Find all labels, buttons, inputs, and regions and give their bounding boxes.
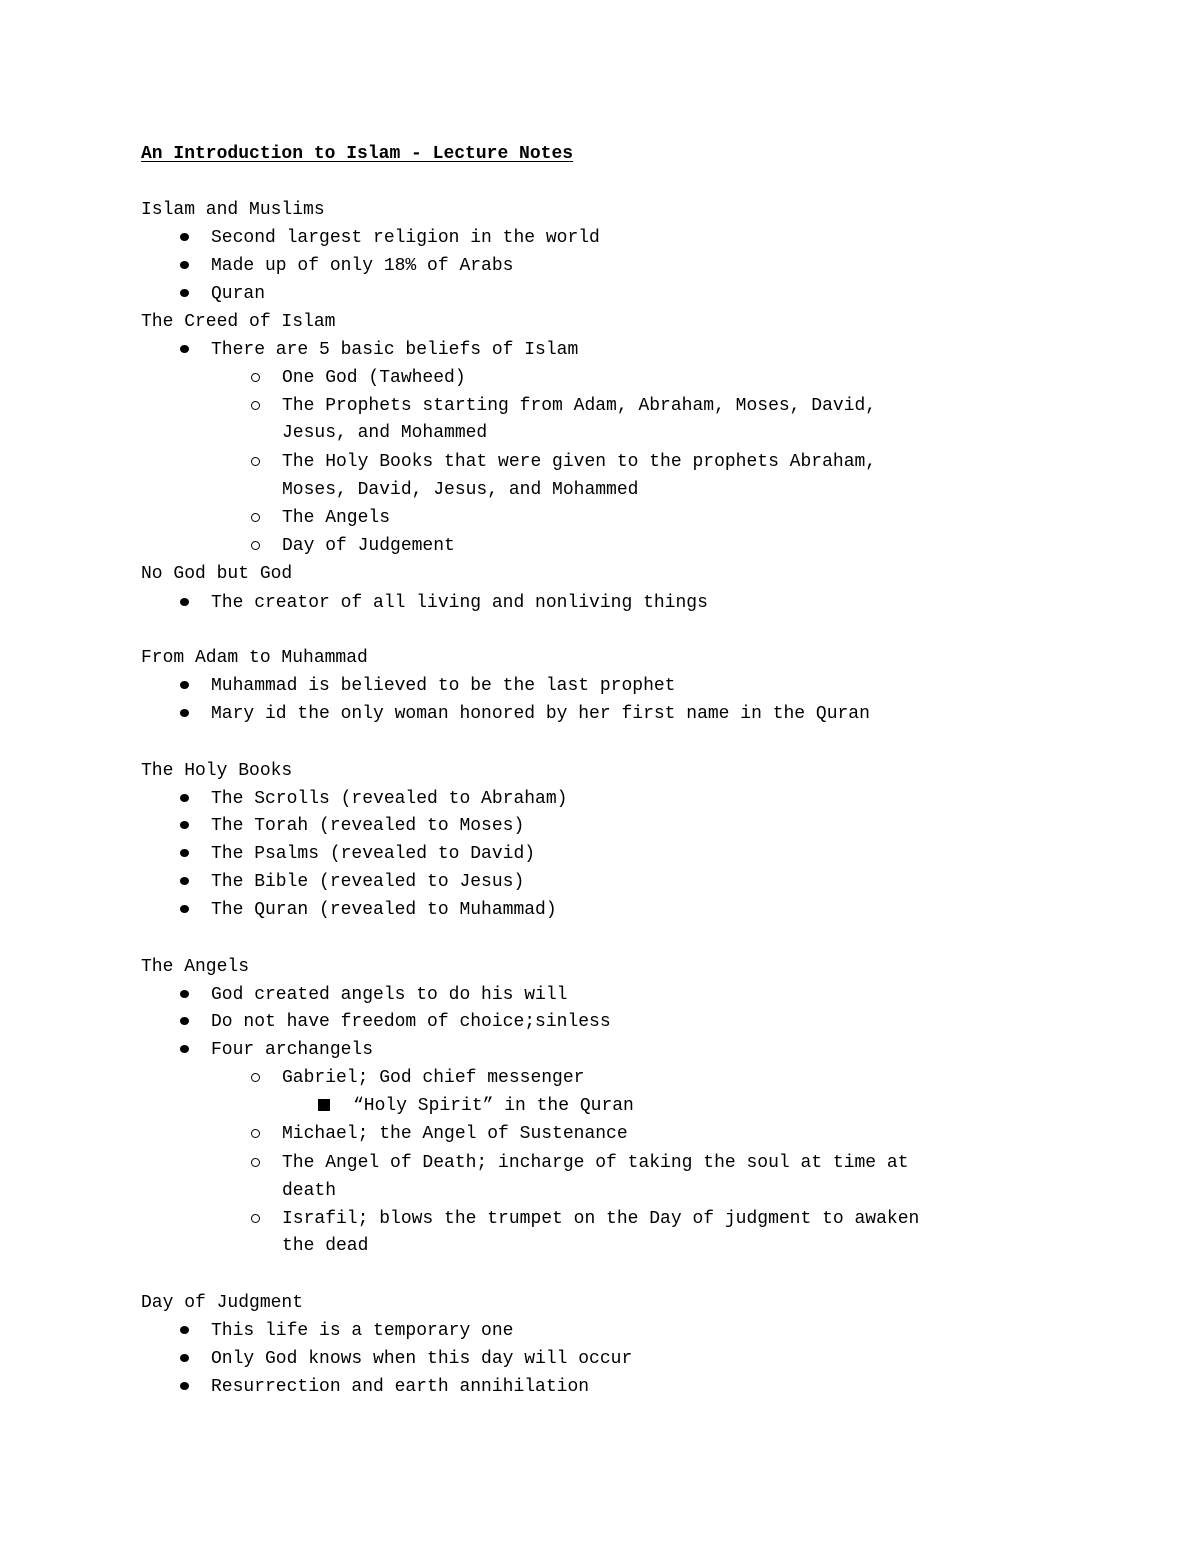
sub-bullet-text: Day of Judgement (282, 536, 455, 556)
bullet-text: Do not have freedom of choice;sinless (211, 1012, 611, 1032)
sub-bullet-text: Israfil; blows the trumpet on the Day of judgment to awaken (282, 1209, 920, 1229)
bullet-text: The Scrolls (revealed to Abraham) (211, 789, 568, 809)
sub-bullet-continuation: the dead (282, 1236, 369, 1256)
sub-bullet-item (282, 392, 876, 420)
bullet-item (211, 336, 578, 364)
sub-bullet-text: The Holy Books that were given to the prophets Abraham, (282, 452, 877, 472)
section-heading: The Holy Books (141, 761, 293, 781)
hollow-bullet-icon (248, 1064, 262, 1092)
filled-bullet-icon (177, 672, 191, 700)
sub-bullet-text: Gabriel; God chief messenger (282, 1068, 585, 1088)
hollow-bullet-icon (248, 1205, 262, 1233)
sub-bullet-text: The Angel of Death; incharge of taking the soul at time at (282, 1153, 909, 1173)
section-heading: No God but God (141, 564, 293, 584)
section-heading: The Creed of Islam (141, 312, 336, 332)
bullet-item (211, 896, 557, 924)
bullet-text: Muhammad is believed to be the last prophet (211, 676, 676, 696)
section-heading: Day of Judgment (141, 1293, 304, 1313)
bullet-item (211, 812, 524, 840)
sub-sub-bullet-text: “Holy Spirit” in the Quran (353, 1096, 634, 1116)
bullet-item (211, 1373, 589, 1401)
hollow-bullet-icon (248, 532, 262, 560)
bullet-text: The creator of all living and nonliving things (211, 593, 708, 613)
bullet-item (211, 1036, 373, 1064)
bullet-item (211, 785, 567, 813)
filled-bullet-icon (177, 700, 191, 728)
bullet-text: Mary id the only woman honored by her first name in the Quran (211, 704, 870, 724)
bullet-text: The Quran (revealed to Muhammad) (211, 900, 557, 920)
sub-bullet-text: The Prophets starting from Adam, Abraham, Moses, David, (282, 396, 877, 416)
sub-bullet-text: Michael; the Angel of Sustenance (282, 1124, 628, 1144)
filled-bullet-icon (177, 1317, 191, 1345)
sub-bullet-item (282, 504, 390, 532)
bullet-text: Only God knows when this day will occur (211, 1349, 633, 1369)
filled-bullet-icon (177, 336, 191, 364)
sub-bullet-item (282, 1064, 584, 1092)
sub-bullet-item (282, 448, 876, 476)
hollow-bullet-icon (248, 504, 262, 532)
bullet-item (211, 672, 675, 700)
bullet-item (211, 1345, 632, 1373)
bullet-text: There are 5 basic beliefs of Islam (211, 340, 579, 360)
filled-bullet-icon (177, 896, 191, 924)
bullet-item (211, 1317, 513, 1345)
hollow-bullet-icon (248, 1120, 262, 1148)
bullet-text: The Psalms (revealed to David) (211, 844, 536, 864)
section-heading: From Adam to Muhammad (141, 648, 368, 668)
hollow-bullet-icon (248, 364, 262, 392)
section-heading: Islam and Muslims (141, 200, 325, 220)
document-title: An Introduction to Islam - Lecture Notes (141, 144, 574, 164)
filled-bullet-icon (177, 1036, 191, 1064)
bullet-text: Quran (211, 284, 266, 304)
filled-bullet-icon (177, 1008, 191, 1036)
hollow-bullet-icon (248, 392, 262, 420)
bullet-text: Made up of only 18% of Arabs (211, 256, 514, 276)
bullet-item (211, 280, 265, 308)
sub-bullet-text: One God (Tawheed) (282, 368, 466, 388)
sub-bullet-item (282, 1149, 909, 1177)
filled-bullet-icon (177, 1345, 191, 1373)
bullet-item (211, 252, 513, 280)
bullet-item (211, 589, 708, 617)
bullet-text: The Bible (revealed to Jesus) (211, 872, 525, 892)
filled-bullet-icon (177, 589, 191, 617)
sub-bullet-continuation: Moses, David, Jesus, and Mohammed (282, 480, 639, 500)
filled-bullet-icon (177, 280, 191, 308)
bullet-text: The Torah (revealed to Moses) (211, 816, 525, 836)
bullet-item (211, 224, 600, 252)
sub-bullet-item (282, 532, 455, 560)
sub-bullet-continuation: death (282, 1181, 337, 1201)
hollow-bullet-icon (248, 1149, 262, 1177)
bullet-item (211, 981, 567, 1009)
filled-bullet-icon (177, 868, 191, 896)
sub-sub-bullet-item (353, 1092, 634, 1120)
bullet-text: This life is a temporary one (211, 1321, 514, 1341)
filled-bullet-icon (177, 785, 191, 813)
bullet-text: Four archangels (211, 1040, 374, 1060)
bullet-item (211, 868, 524, 896)
square-bullet-icon (317, 1092, 331, 1120)
filled-bullet-icon (177, 840, 191, 868)
bullet-text: God created angels to do his will (211, 985, 568, 1005)
sub-bullet-item (282, 364, 466, 392)
filled-bullet-icon (177, 1373, 191, 1401)
sub-bullet-text: The Angels (282, 508, 391, 528)
sub-bullet-continuation: Jesus, and Mohammed (282, 423, 488, 443)
filled-bullet-icon (177, 981, 191, 1009)
sub-bullet-item (282, 1205, 919, 1233)
sub-bullet-item (282, 1120, 628, 1148)
bullet-text: Resurrection and earth annihilation (211, 1377, 590, 1397)
bullet-item (211, 700, 870, 728)
filled-bullet-icon (177, 812, 191, 840)
hollow-bullet-icon (248, 448, 262, 476)
bullet-text: Second largest religion in the world (211, 228, 600, 248)
filled-bullet-icon (177, 224, 191, 252)
section-heading: The Angels (141, 957, 250, 977)
bullet-item (211, 840, 535, 868)
filled-bullet-icon (177, 252, 191, 280)
bullet-item (211, 1008, 611, 1036)
